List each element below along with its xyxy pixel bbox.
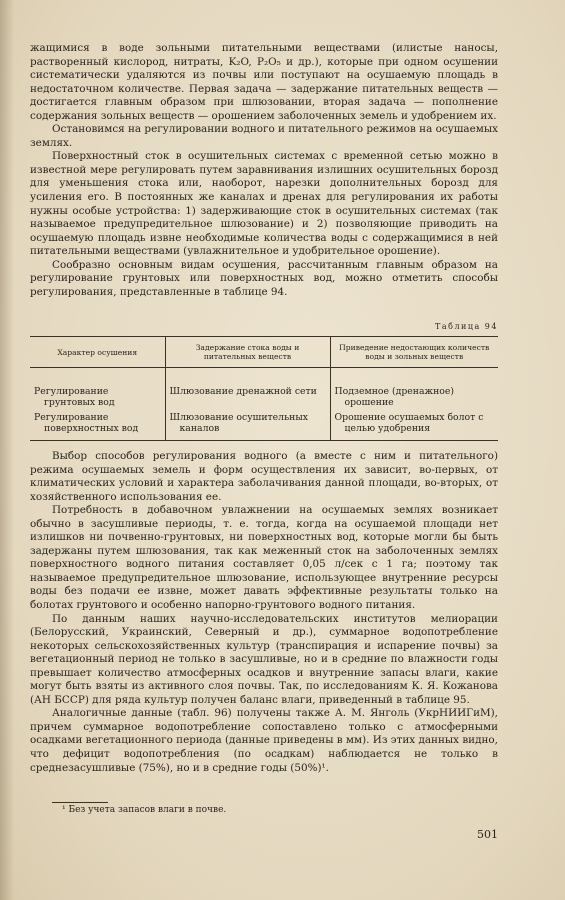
table-caption: Таблица 94 — [435, 322, 498, 331]
paragraph-research-data: По данным наших научно-исследовательских институтов мелиорации (Белорусский, Украинский, Северный и др.), суммарное водопотребление некоторых сельскохозяйственных культур (транспирация и испарение почвы) за вегетационный период не только в засушливые, но и в средние по влажности годы превышает количество атмосферных осадков и внутренние запасы влаги, какие могут быть взяты из активного слоя почвы. Так, по исследованиям К. Я. Кожанова (АН БССР) для ряда культур получен баланс влаги, приведенный в таблице 95. — [30, 612, 498, 706]
paragraph-regulation-intro: Остановимся на регулировании водного и питательного режимов на осушаемых землях. — [30, 123, 498, 149]
table-row — [30, 368, 498, 411]
footnote-divider — [52, 802, 108, 803]
table-header-row — [30, 337, 498, 368]
paragraph-additional-moistening: Потребность в добавочном увлажнении на осушаемых землях возникает обычно в засушливые периоды, т. е. тогда, когда на осушаемой площади нет излишков ни почвенно-грунтовых, ни поверхностных вод, которые могли бы быть задержаны путем шлюзования, так как меженный сток на заболоченных землях поверхностного водного питания составляет 0,05 л/сек с 1 га; поэтому так называемое предупредительное шлюзование, использующее внутренние ресурсы воды без подачи ее извне, может давать эффективные результаты только на болотах грунтового и особенно напорно-грунтового водного питания. — [30, 504, 498, 612]
table-cell: Орошение осушаемых болот с целью удобрения — [330, 410, 498, 441]
regulation-table — [30, 336, 498, 441]
page-gutter-shadow — [0, 0, 14, 900]
table-cell: Регулирование поверхностных вод — [30, 410, 165, 441]
bottom-text-block — [30, 450, 498, 775]
paragraph-surface-runoff: Поверхностный сток в осушительных системах с временной сетью можно в известной мере регулировать путем заравнивания излишних осушительных борозд для уменьшения стока или, наоборот, нарезки дополнительных борозд для усиления его. В постоянных же каналах и дренах для регулирования их работы нужны особые устройства: 1) задерживающие сток в осушительных системах (так называемое предупредительное шлюзование) и 2) позволяющие приводить на осушаемую площадь извне необходимые количества воды с содержащимися в ней питательными веществами (увлажнительное и удобрительное орошение). — [30, 150, 498, 258]
table-cell: Шлюзование осушительных каналов — [165, 410, 330, 441]
paragraph-method-choice: Выбор способов регулирования водного (а вместе с ним и питательного) режима осушаемых земель и форм осуществления их зависит, во-первых, от климатических условий и характера заболачивания данной площади, во-вторых, от хозяйственного использования ее. — [30, 450, 498, 503]
table-cell: Шлюзование дренажной сети — [165, 368, 330, 411]
paragraph-table-reference: Сообразно основным видам осушения, рассчитанным главным образом на регулирование грунтовых или поверхностных вод, можно отметить способы регулирования, представленные в таблице 94. — [30, 258, 498, 298]
top-text-block — [30, 42, 498, 299]
column-header-drainage-type: Характер осушения — [30, 337, 165, 368]
page-number: 501 — [477, 828, 498, 841]
paragraph-continued: жащимися в воде зольными питательными веществами (илистые наносы, растворенный кислород, нитраты, K₂O, P₂O₅ и др.), которые при одном осушении систематически удаляются из почвы или поступают на осушаемую площадь в недостаточном количестве. Первая задача — задержание питательных веществ — достигается главным образом при шлюзовании, вторая задача — пополнение содержания зольных веществ — орошением заболоченных земель и удобрением их. — [30, 42, 498, 122]
table-cell: Регулирование грунтовых вод — [34, 386, 115, 408]
table-row — [30, 410, 498, 441]
footnote: ¹ Без учета запасов влаги в почве. — [62, 805, 227, 815]
column-header-water-supply: Приведение недостающих количеств воды и зольных веществ — [330, 337, 498, 368]
column-header-runoff-retention: Задержание стока воды и питательных веществ — [165, 337, 330, 368]
paragraph-analogous-data: Аналогичные данные (табл. 96) получены также А. М. Янголь (УкрНИИГиМ), причем суммарное водопотребление сопоставлено только с атмосферными осадками вегетационного периода (данные приведены в мм). Из этих данных видно, что дефицит водопотребления (по осадкам) наблюдается не только в среднезасушливые (75%), но и в средние годы (50%)¹. — [30, 707, 498, 774]
table-cell: Подземное (дренажное) орошение — [330, 368, 498, 411]
